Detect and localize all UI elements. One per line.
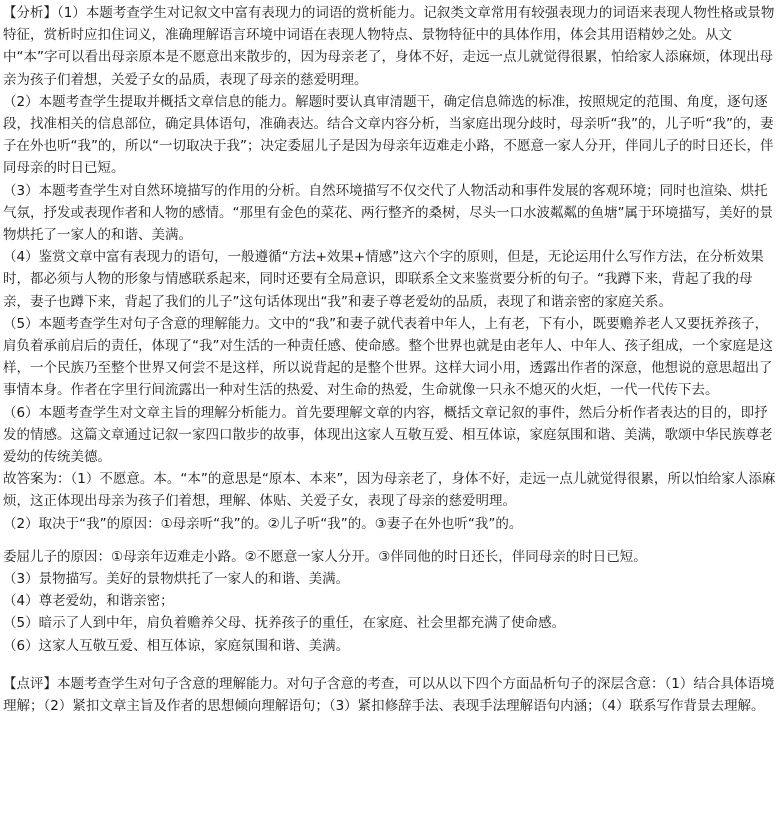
answer-1: 故答案为：（1）不愿意。本。“本”的意思是“原本、本来”，因为母亲老了，身体不好，走远一点儿就觉得很累，所以怕给家人添麻烦，这正体现出母亲为孩子们着想，理解、体贴、关爱子女，表现了母亲的慈爱明理。	[3, 471, 776, 510]
answer-2: （2）取决于“我”的原因：①母亲听“我”的。②儿子听“我”的。③妻子在外也听“我”的。	[3, 515, 523, 532]
analysis-part-5: （5）本题考查学生对句子含意的理解能力。文中的“我”和妻子就代表着中年人，上有老，下有小，既要赡养老人又要抚养孩子，肩负着承前启后的责任，体现了“我”对生活的一种责任感、使命感。整个世界也就是由老年人、中年人、孩子组成，一个家庭是这样，一个民族乃至整个世界又何尝不是这样，所以说背起的是整个世界。这样大词小用，透露出作者的深意，他想说的意思超出了事情本身。作者在字里行间流露出一种对生活的热爱、对生命的热爱，生命就像一只永不熄灭的火炬，一代一代传下去。	[3, 315, 773, 399]
analysis-part-6: （6）本题考查学生对文章主旨的理解分析能力。首先要理解文章的内容，概括文章记叙的事件，然后分析作者表达的目的，即抒发的情感。这篇文章通过记叙一家四口散步的故事，体现出这家人互敬互爱、相互体谅，家庭氛围和谐、美满，歌颂中华民族尊老爱幼的传统美德。	[3, 404, 773, 466]
analysis-part-2: （2）本题考查学生提取并概括文章信息的能力。解题时要认真审清题干，确定信息筛选的标准，按照规定的范围、角度，逐句逐段，找准相关的信息部位，确定具体语句，准确表达。结合文章内容分析，当家庭出现分歧时，母亲听“我”的，儿子听“我”的，妻子在外也听“我”的，所以“一切取决于我”；决定委屈儿子是因为母亲年迈难走小路，不愿意一家人分开，伴同儿子的时日还长，伴同母亲的时日已短。	[3, 93, 774, 177]
answer-5: （5）暗示了人到中年，肩负着赡养父母、抚养孩子的重任，在家庭、社会里都充满了使命感。	[3, 615, 566, 632]
analysis-part-1: 【分析】（1）本题考查学生对记叙文中富有表现力的词语的赏析能力。记叙类文章常用有较强表现力的词语来表现人物性格或景物特征，赏析时应扣住词义，准确理解语言环境中词语在表现人物特点、景物特征中的具体作用，体会其用语精妙之处。从文中“本”字可以看出母亲原本是不愿意出来散步的，因为母亲老了，身体不好，走远一点儿就觉得很累，怕给家人添麻烦，体现出母亲为孩子们着想，关爱子女的品质，表现了母亲的慈爱明理。	[3, 5, 775, 88]
analysis-part-4: （4）鉴赏文章中富有表现力的语句，一般遵循“方法+效果+情感”这六个字的原则，但是，无论运用什么写作方法，在分析效果时，都必须与人物的形象与情感联系起来，同时还要有全局意识，即联系全文来鉴赏要分析的句子。“我蹲下来，背起了我的母亲，妻子也蹲下来，背起了我们的儿子”这句话体现出“我”和妻子尊老爱幼的品质，表现了和谐亲密的家庭关系。	[3, 249, 764, 310]
answer-3: （3）景物描写。美好的景物烘托了一家人的和谐、美满。	[3, 571, 350, 588]
spacer	[3, 535, 777, 546]
spacer	[3, 657, 777, 673]
answer-6: （6）这家人互敬互爱、相互体谅，家庭氛围和谐、美满。	[3, 637, 350, 654]
answer-2-continued: 委屈儿子的原因：①母亲年迈难走小路。②不愿意一家人分开。③伴同他的时日还长，伴同母亲的时日已短。	[3, 548, 647, 565]
analysis-part-3: （3）本题考查学生对自然环境描写的作用的分析。自然环境描写不仅交代了人物活动和事件发展的客观环境；同时也渲染、烘托气氛，抒发或表现作者和人物的感情。“那里有金色的菜花、两行整齐的桑树，尽头一口水波粼粼的鱼塘”属于环境描写，美好的景物烘托了一家人的和谐、美满。	[3, 182, 773, 244]
comment: 【点评】本题考查学生对句子含意的理解能力。对句子含意的考查，可以从以下四个方面品析句子的深层含意：（1）结合具体语境理解；（2）紧扣文章主旨及作者的思想倾向理解语句；（3）紧扣修辞手法、表现手法理解语句内涵；（4）联系写作背景去理解。	[3, 675, 775, 715]
answer-4: （4）尊老爱幼，和谐亲密；	[3, 593, 174, 610]
